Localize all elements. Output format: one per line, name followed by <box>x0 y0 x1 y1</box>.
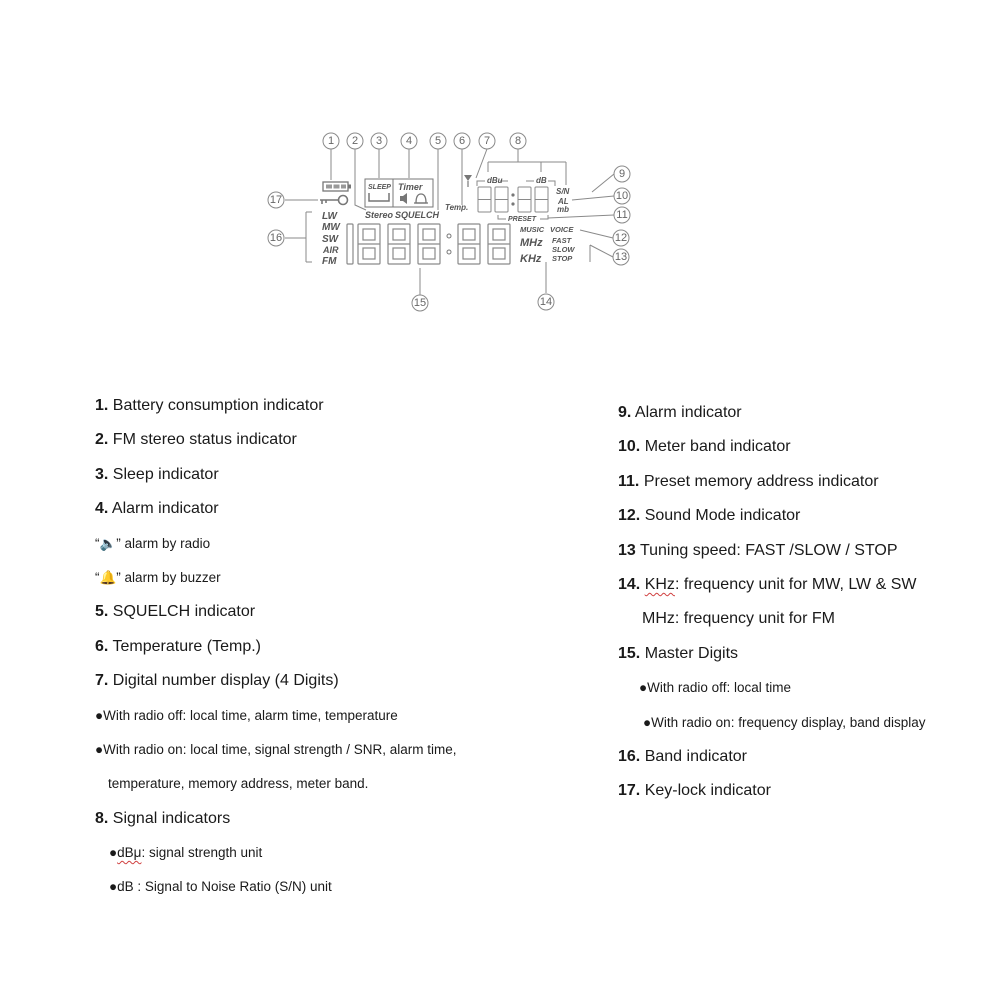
svg-text:12: 12 <box>614 232 628 244</box>
master-digit-display <box>347 224 510 264</box>
svg-text:15: 15 <box>413 297 427 309</box>
svg-text:8: 8 <box>514 135 522 147</box>
legend-item-7: 7. Digital number display (4 Digits) <box>95 672 339 690</box>
legend-item-17: 17. Key-lock indicator <box>618 782 771 800</box>
al-label: AL <box>558 197 569 206</box>
svg-text:2: 2 <box>351 135 359 147</box>
master-digit-4 <box>418 224 440 264</box>
legend-sub-dbu: ●dBμ: signal strength unit <box>109 845 263 861</box>
callout-3 <box>371 133 387 149</box>
legend-sub-radio-on: ●With radio on: local time, signal strength / SNR, alarm time, <box>95 741 457 757</box>
voice-label: VOICE <box>550 225 574 234</box>
small-digit-display <box>478 187 548 212</box>
small-digit-1 <box>478 187 491 212</box>
small-digit-3 <box>518 187 531 212</box>
callout-11 <box>614 207 630 223</box>
svg-text:1: 1 <box>327 135 335 147</box>
callout-9 <box>614 166 630 182</box>
callout-13 <box>613 249 629 265</box>
legend-item-15: 15. Master Digits <box>618 644 739 662</box>
slow-label: SLOW <box>552 245 575 254</box>
small-digit-2 <box>495 187 508 212</box>
legend-item-5: 5. SQUELCH indicator <box>95 603 256 621</box>
preset-label: PRESET <box>508 216 537 223</box>
callout-4 <box>401 133 417 149</box>
svg-text:10: 10 <box>615 190 629 202</box>
legend-item-14: 14. KHz: frequency unit for MW, LW & SW <box>618 575 917 593</box>
svg-text:7: 7 <box>483 135 491 147</box>
legend-sub-radio-alarm: “🔈” alarm by radio <box>95 535 211 551</box>
callout-8 <box>510 133 526 149</box>
stop-label: STOP <box>552 254 573 263</box>
legend-item-14-mhz: MHz: frequency unit for FM <box>642 610 835 628</box>
callout-1 <box>323 133 339 149</box>
legend-item-16: 16. Band indicator <box>618 747 747 765</box>
antenna-icon <box>464 175 472 187</box>
legend-sub-master-off: ●With radio off: local time <box>639 680 791 696</box>
battery-icon <box>323 182 351 191</box>
callout-5 <box>430 133 446 149</box>
sn-label: S/N <box>556 187 570 196</box>
squelch-label: SQUELCH <box>395 210 440 220</box>
legend-item-9: 9. Alarm indicator <box>618 404 742 421</box>
band-lw: LW <box>322 211 337 222</box>
band-indicator <box>322 211 341 267</box>
speaker-icon <box>400 193 407 204</box>
svg-text:16: 16 <box>269 232 283 244</box>
bell-icon <box>414 194 428 203</box>
callout-14 <box>538 294 554 310</box>
callout-10 <box>614 188 630 204</box>
svg-text:6: 6 <box>458 135 466 147</box>
master-digit-2 <box>358 224 380 264</box>
legend-item-2: 2. FM stereo status indicator <box>95 431 297 449</box>
legend-item-3: 3. Sleep indicator <box>95 465 219 483</box>
svg-text:9: 9 <box>618 168 626 180</box>
callout-16 <box>268 230 284 246</box>
legend-item-11: 11. Preset memory address indicator <box>618 472 879 490</box>
fast-label: FAST <box>552 236 572 245</box>
lcd-display-diagram <box>0 0 1000 330</box>
khz-label: KHz <box>520 253 542 265</box>
legend-item-6: 6. Temperature (Temp.) <box>95 637 261 655</box>
dbu-label: dBu <box>487 176 503 185</box>
sleep-label: SLEEP <box>368 184 391 191</box>
svg-text:13: 13 <box>614 251 628 263</box>
legend-sub-radio-on-cont: temperature, memory address, meter band. <box>108 776 369 792</box>
svg-text:11: 11 <box>616 209 628 221</box>
sleep-timer-block <box>365 179 433 207</box>
band-sw: SW <box>322 234 339 245</box>
svg-text:5: 5 <box>434 135 442 147</box>
legend-item-4: 4. Alarm indicator <box>95 500 219 518</box>
legend-item-13: 13 Tuning speed: FAST /SLOW / STOP <box>618 541 898 559</box>
timer-label: Timer <box>398 182 423 192</box>
master-digit-3 <box>388 224 410 264</box>
small-digit-4 <box>535 187 548 212</box>
db-label: dB <box>536 176 547 185</box>
legend-item-10: 10. Meter band indicator <box>618 438 791 456</box>
svg-text:4: 4 <box>405 135 413 147</box>
master-digit-1 <box>347 224 353 264</box>
callout-15 <box>412 295 428 311</box>
temp-label: Temp. <box>445 203 469 212</box>
callout-12 <box>613 230 629 246</box>
mhz-label: MHz <box>520 237 543 249</box>
legend-item-1: 1. Battery consumption indicator <box>95 397 324 414</box>
legend-item-12: 12. Sound Mode indicator <box>618 507 801 525</box>
legend-left <box>95 396 595 912</box>
key-lock-icon <box>320 196 348 205</box>
svg-text:17: 17 <box>269 194 283 206</box>
svg-text:14: 14 <box>539 296 553 308</box>
mb-label: mb <box>557 205 569 214</box>
band-mw: MW <box>322 222 340 233</box>
legend-right <box>618 403 998 816</box>
legend-item-8: 8. Signal indicators <box>95 809 231 827</box>
callout-6 <box>454 133 470 149</box>
legend-sub-db: ●dB : Signal to Noise Ratio (S/N) unit <box>109 879 332 895</box>
stereo-label: Stereo <box>365 210 394 220</box>
legend-sub-buzzer-alarm: “🔔” alarm by buzzer <box>95 569 221 585</box>
callout-7 <box>479 133 495 149</box>
master-digit-6 <box>488 224 510 264</box>
music-label: MUSIC <box>520 225 545 234</box>
band-fm: FM <box>322 256 337 267</box>
svg-text:3: 3 <box>375 135 383 147</box>
legend-sub-radio-off: ●With radio off: local time, alarm time, temperature <box>95 707 398 723</box>
band-air: AIR <box>323 245 339 255</box>
callout-17 <box>268 192 284 208</box>
callout-2 <box>347 133 363 149</box>
legend-sub-master-on: ●With radio on: frequency display, band display <box>643 714 926 730</box>
master-digit-5 <box>458 224 480 264</box>
sleep-icon <box>369 193 389 201</box>
